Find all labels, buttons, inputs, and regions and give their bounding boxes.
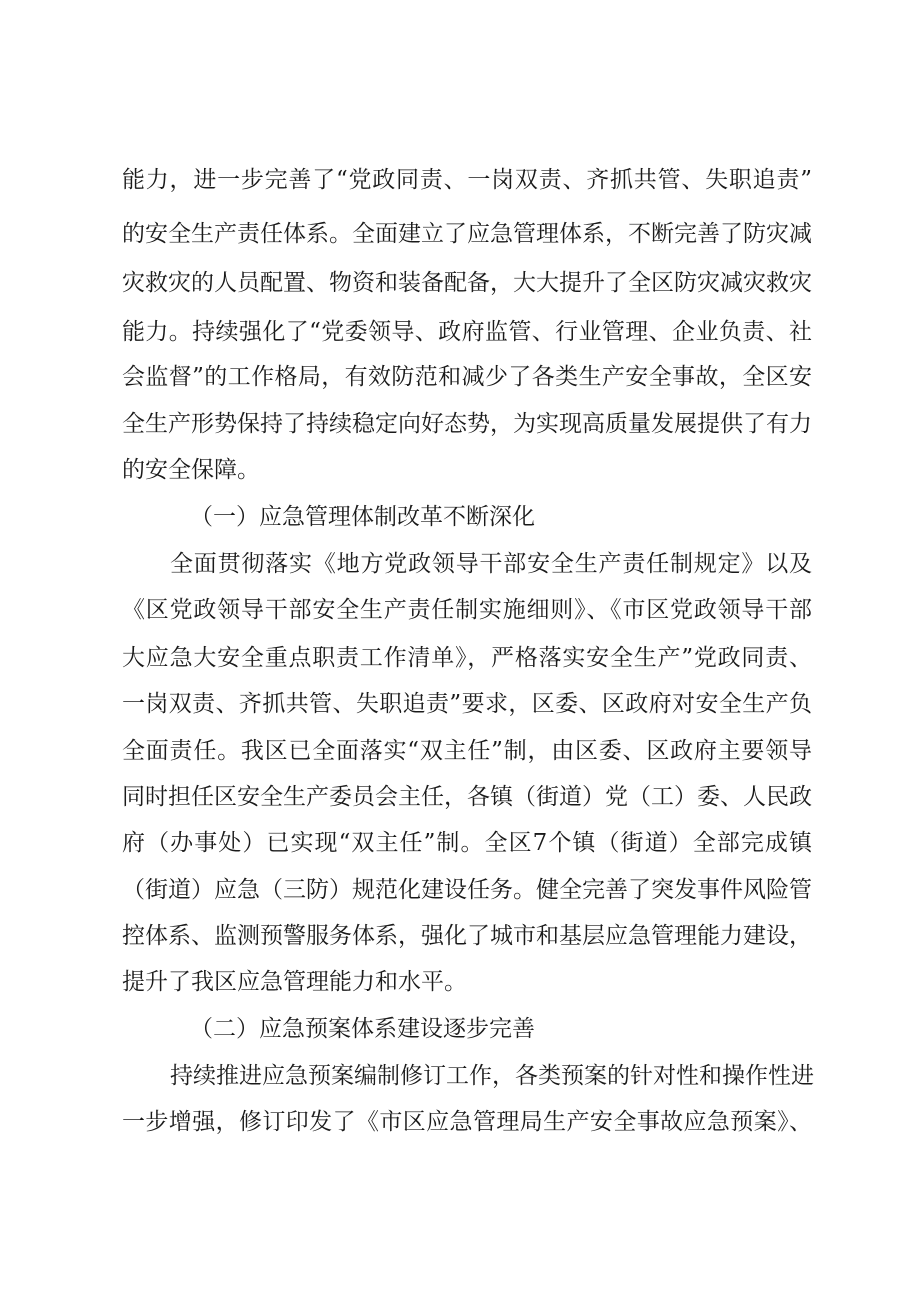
section-2-line-1: 持续推进应急预案编制修订工作，各类预案的针对性和操作性进 bbox=[170, 1063, 814, 1089]
section-1-line-9: 控体系、监测预警服务体系，强化了城市和基层应急管理能力建设， bbox=[122, 923, 812, 949]
section-2-heading: （二）应急预案体系建设逐步完善 bbox=[190, 1016, 535, 1042]
section-1-line-3: 大应急大安全重点职责工作清单》，严格落实安全生产”党政同责、 bbox=[122, 645, 812, 671]
intro-line-7: 的安全保障。 bbox=[122, 457, 260, 483]
intro-line-6: 全生产形势保持了持续稳定向好态势，为实现高质量发展提供了有力 bbox=[122, 411, 812, 437]
section-1-line-5: 全面责任。我区已全面落实“双主任”制，由区委、区政府主要领导 bbox=[122, 738, 812, 764]
section-1-line-10: 提升了我区应急管理能力和水平。 bbox=[122, 969, 467, 995]
intro-line-2: 的安全生产责任体系。全面建立了应急管理体系，不断完善了防灾减 bbox=[122, 221, 812, 247]
section-1-line-1: 全面贯彻落实《地方党政领导干部安全生产责任制规定》以及 bbox=[170, 551, 812, 577]
intro-line-5: 会监督”的工作格局，有效防范和减少了各类生产安全事故，全区安 bbox=[122, 364, 812, 390]
section-1-heading: （一）应急管理体制改革不断深化 bbox=[190, 504, 535, 530]
section-1-line-6: 同时担任区安全生产委员会主任，各镇（街道）党（工）委、人民政 bbox=[122, 784, 812, 810]
section-2-line-2: 一步增强，修订印发了《市区应急管理局生产安全事故应急预案》、 bbox=[122, 1109, 812, 1135]
intro-line-1: 能力，进一步完善了“党政同责、一岗双责、齐抓共管、失职追责” bbox=[122, 167, 812, 193]
section-1-line-2: 《区党政领导干部安全生产责任制实施细则》、《市区党政领导干部 bbox=[122, 597, 812, 623]
section-1-line-4: 一岗双责、齐抓共管、失职追责”要求，区委、区政府对安全生产负 bbox=[122, 691, 812, 717]
section-1-line-7: 府（办事处）已实现“双主任”制。全区7个镇（街道）全部完成镇 bbox=[122, 830, 812, 856]
section-1-line-8: （街道）应急（三防）规范化建设任务。健全完善了突发事件风险管 bbox=[122, 877, 812, 903]
intro-line-3: 灾救灾的人员配置、物资和装备配备，大大提升了全区防灾减灾救灾 bbox=[122, 270, 812, 296]
intro-line-4: 能力。持续强化了“党委领导、政府监管、行业管理、企业负责、社 bbox=[122, 319, 812, 345]
